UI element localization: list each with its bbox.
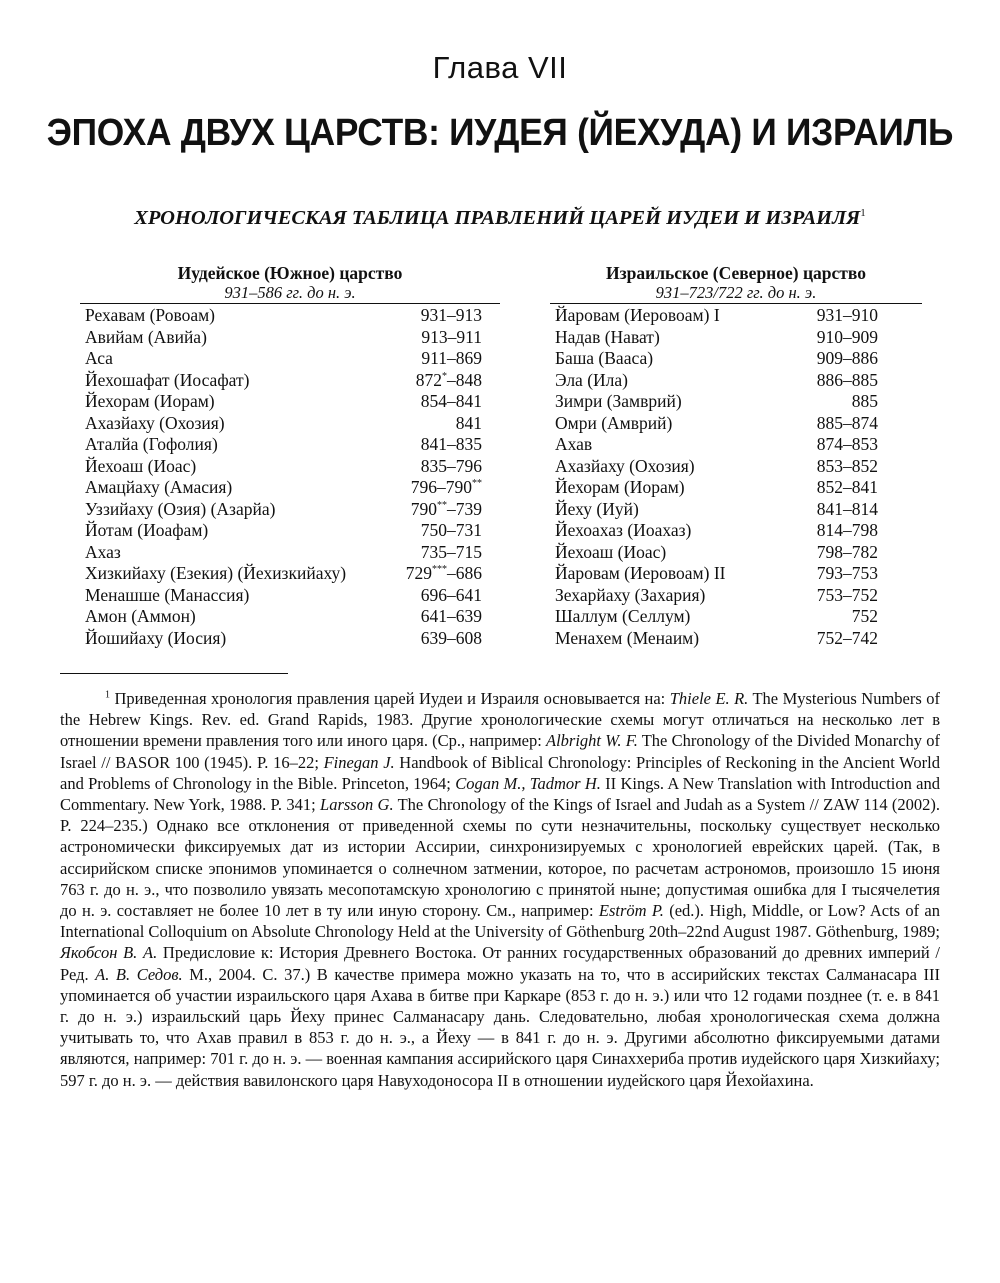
footnote-text: II Kings. A New Translation with Introduction and Commentary. New York, 1988. P. 341; bbox=[60, 773, 940, 815]
table-row bbox=[80, 391, 500, 413]
judah-list bbox=[80, 305, 500, 649]
footnote-divider bbox=[60, 673, 288, 674]
footnote-citation-author: Eström P. bbox=[598, 901, 664, 921]
reign-dates: 753–752 bbox=[816, 584, 878, 605]
ruler-name: Йехорам (Иорам) bbox=[555, 477, 685, 497]
table-row bbox=[550, 563, 922, 585]
footnote-citation-author: Thiele E. R. bbox=[669, 689, 749, 708]
table-row bbox=[550, 305, 922, 327]
israel-heading: Израильское (Северное) царство bbox=[605, 263, 866, 283]
ruler-name: Йехоахаз (Иоахаз) bbox=[555, 520, 692, 540]
ruler-name: Авийам (Авийа) bbox=[85, 326, 207, 347]
table-row bbox=[550, 434, 922, 456]
ruler-name: Аталйа (Гофолия) bbox=[85, 434, 218, 454]
reign-dates: 852–841 bbox=[816, 477, 878, 497]
table-row bbox=[80, 434, 500, 456]
reign-dates: 798–782 bbox=[816, 541, 878, 562]
ruler-name: Ахав bbox=[555, 434, 593, 454]
footnote-text: М., 2004. С. 37.) В качестве примера можно указать на то, что в ассирийских текстах Салманасара III упоминается об участии израильского царя Ахава в битве при Каркаре (853 г. до н. э.) или что 12 годами позднее (т. е. в 841 г. до н. э.) израильский царь Йеху принес Салманасару дань. Следовательно, любая хронологическая схема должна учитывать то, что Ахав правил в 853 г. до н. э., а Йеху — в 841 г. до н. э. Другими абсолютно фиксируемыми датами являются, например: 701 г. до н. э. — военная кампания ассирийского царя Синаххериба против иудейского царя Хизкийаху; 597 г. до н. э. — действия вавилонского царя Навуходоносора II в отношении иудейского царя Йехойахина. bbox=[60, 964, 940, 1090]
ruler-name: Йехоаш (Иоас) bbox=[85, 455, 197, 476]
table-row bbox=[550, 628, 922, 650]
ruler-name: Менашше (Манассия) bbox=[85, 584, 250, 605]
reign-dates: 752–742 bbox=[816, 627, 878, 648]
table-row bbox=[550, 370, 922, 392]
footnote-citation-author: Cogan M., Tadmor H. bbox=[455, 773, 601, 793]
ruler-name: Уззийаху (Озия) (Азарйа) bbox=[85, 498, 276, 519]
ruler-name: Ахаз bbox=[85, 541, 121, 562]
reign-dates: 911–869 bbox=[421, 348, 482, 368]
ruler-name: Зехарйаху (Захария) bbox=[555, 584, 706, 605]
table-row bbox=[80, 456, 500, 478]
ruler-name: Менахем (Менаим) bbox=[555, 627, 700, 648]
footnote-ref: 1 bbox=[860, 207, 866, 220]
reign-dates: 750–731 bbox=[420, 520, 482, 540]
ruler-name: Рехавам (Ровоам) bbox=[85, 305, 216, 325]
table-row bbox=[80, 327, 500, 349]
footnote-text: The Chronology of the Kings of Israel and Judah as a System // ZAW 114 (2002). P. 224–235.) Однако все отклонения от приведенной схемы по сути незначительны, поскольку существует несколько астрономически фиксируемых дат из истории Ассирии, синхронизируемых с хронологией еврейских царей. (Так, в ассирийском списке эпонимов упоминается о солнечном затмении, которое, по расчетам астрономов, произошло 15 июня 763 г. до н. э., что позволило увязать месопотамскую хронологию с принятой ныне; допустимая ошибка для I тысячелетия до н. э. составляет не более 10 лет в ту или иную сторону. См., например: bbox=[60, 795, 941, 921]
reign-dates: 641–639 bbox=[420, 606, 482, 626]
footnote bbox=[60, 688, 940, 1091]
reign-dates: 796–790** bbox=[410, 477, 482, 497]
ruler-name: Йошийаху (Иосия) bbox=[85, 627, 227, 648]
israel-column bbox=[550, 262, 922, 649]
table-row bbox=[80, 477, 500, 499]
ruler-name: Омри (Амврий) bbox=[555, 412, 673, 433]
reign-dates: 872*–848 bbox=[415, 369, 482, 390]
judah-period: 931–586 гг. до н. э. bbox=[80, 284, 500, 304]
footnote-citation-author: А. В. Седов. bbox=[95, 964, 183, 984]
page-title: ЭПОХА ДВУХ ЦАРСТВ: ИУДЕЯ (ЙЕХУДА) И ИЗРАИЛЬ bbox=[46, 112, 954, 154]
reign-dates: 909–886 bbox=[816, 348, 878, 368]
reign-dates: 841–814 bbox=[816, 498, 878, 519]
reign-dates: 931–913 bbox=[420, 305, 482, 325]
ruler-name: Ахазйаху (Охозия) bbox=[85, 412, 225, 433]
table-row bbox=[550, 327, 922, 349]
ruler-name: Шаллум (Селлум) bbox=[555, 606, 691, 626]
ruler-name: Надав (Нават) bbox=[555, 326, 660, 347]
ruler-name: Зимри (Замврий) bbox=[555, 391, 682, 411]
footnote-text: Приведенная хронология правления царей Иудеи и Израиля основывается на: bbox=[110, 689, 670, 708]
table-row bbox=[80, 628, 500, 650]
reign-dates: 793–753 bbox=[816, 563, 878, 583]
ruler-name: Йаровам (Иеровоам) II bbox=[555, 563, 726, 583]
table-row bbox=[550, 413, 922, 435]
reign-dates: 885–874 bbox=[816, 412, 878, 433]
table-title-text: ХРОНОЛОГИЧЕСКАЯ ТАБЛИЦА ПРАВЛЕНИЙ ЦАРЕЙ ИУДЕИ И ИЗРАИЛЯ bbox=[134, 207, 861, 229]
judah-column bbox=[80, 262, 500, 649]
table-row bbox=[550, 348, 922, 370]
reign-dates: 814–798 bbox=[816, 520, 878, 540]
table-row bbox=[550, 477, 922, 499]
reign-dates: 854–841 bbox=[420, 391, 482, 411]
footnote-text: (ed.). High, Middle, or Low? Acts of an International Colloquium on Absolute Chronology Held at the University of Göthenburg 20th–22nd August 1987. Göthenburg, 1989; bbox=[60, 901, 940, 942]
footnote-text: The Chronology of the Divided Monarchy of Israel // BASOR 100 (1945). P. 16–22; bbox=[60, 731, 940, 772]
table-row bbox=[550, 391, 922, 413]
ruler-name: Амон (Аммон) bbox=[85, 606, 196, 626]
reign-dates: 696–641 bbox=[420, 584, 482, 605]
ruler-name: Йехоаш (Иоас) bbox=[555, 541, 667, 562]
footnote-text: Предисловие к: История Древнего Востока. От ранних государственных образований до древних империй / Ред. bbox=[60, 943, 940, 984]
ruler-name: Аса bbox=[85, 348, 113, 368]
reign-dates: 885 bbox=[851, 391, 878, 411]
israel-period: 931–723/722 гг. до н. э. bbox=[550, 284, 922, 304]
ruler-name: Йотам (Иоафам) bbox=[85, 520, 209, 540]
table-title bbox=[0, 207, 1000, 230]
table-row bbox=[80, 563, 500, 585]
reign-dates: 886–885 bbox=[816, 369, 878, 390]
table-row bbox=[80, 348, 500, 370]
ruler-name: Йехошафат (Иосафат) bbox=[85, 369, 250, 390]
footnote-citation-author: Albright W. F. bbox=[546, 731, 638, 751]
table-row bbox=[80, 305, 500, 327]
reign-dates: 853–852 bbox=[816, 455, 878, 476]
ruler-name: Йеху (Иуй) bbox=[555, 498, 639, 519]
reign-dates: 639–608 bbox=[420, 627, 482, 648]
table-row bbox=[550, 499, 922, 521]
reign-dates: 790**–739 bbox=[410, 498, 482, 519]
ruler-name: Йехорам (Иорам) bbox=[85, 391, 215, 411]
table-row bbox=[80, 520, 500, 542]
ruler-name: Йаровам (Иеровоам) I bbox=[555, 305, 720, 325]
reign-dates: 752 bbox=[851, 606, 878, 626]
judah-heading: Иудейское (Южное) царство bbox=[177, 263, 403, 283]
table-row bbox=[80, 585, 500, 607]
reign-dates: 913–911 bbox=[421, 326, 482, 347]
table-row bbox=[550, 606, 922, 628]
table-row bbox=[550, 542, 922, 564]
footnote-text: The Mysterious Numbers of the Hebrew Kings. Rev. ed. Grand Rapids, 1983. Другие хронологические схемы могут отличаться на несколько лет в отношении времени правления того или иного царя. (Ср., например: bbox=[60, 689, 940, 751]
chapter-heading: Глава VII bbox=[432, 50, 568, 85]
table-row bbox=[550, 585, 922, 607]
israel-list bbox=[550, 305, 922, 649]
footnote-text: Handbook of Biblical Chronology: Principles of Reckoning in the Ancient World and Problems of Chronology in the Bible. Princeton, 1964; bbox=[60, 752, 941, 793]
table-row bbox=[80, 370, 500, 392]
footnote-citation-author: Larsson G. bbox=[320, 795, 394, 815]
ruler-name: Хизкийаху (Езекия) (Йехизкийаху) bbox=[85, 563, 347, 583]
reign-dates: 841 bbox=[455, 412, 482, 433]
table-row bbox=[80, 606, 500, 628]
footnote-citation-author: Finegan J. bbox=[323, 752, 395, 772]
footnote-citation-author: Якобсон В. А. bbox=[60, 943, 158, 963]
table-row bbox=[80, 499, 500, 521]
reign-dates: 931–910 bbox=[816, 305, 878, 325]
footnote-mark: 1 bbox=[105, 689, 110, 701]
table-row bbox=[550, 520, 922, 542]
reign-dates: 874–853 bbox=[816, 434, 878, 454]
table-row bbox=[80, 413, 500, 435]
reign-dates: 729***–686 bbox=[405, 563, 482, 583]
reign-dates: 841–835 bbox=[420, 434, 482, 454]
table-row bbox=[80, 542, 500, 564]
ruler-name: Баша (Вааса) bbox=[555, 348, 654, 368]
reign-dates: 835–796 bbox=[420, 455, 482, 476]
reign-dates: 910–909 bbox=[816, 326, 878, 347]
ruler-name: Ахазйаху (Охозия) bbox=[555, 455, 695, 476]
ruler-name: Амацйаху (Амасия) bbox=[85, 477, 233, 497]
ruler-name: Эла (Ила) bbox=[555, 369, 628, 390]
reign-dates: 735–715 bbox=[420, 541, 482, 562]
table-row bbox=[550, 456, 922, 478]
